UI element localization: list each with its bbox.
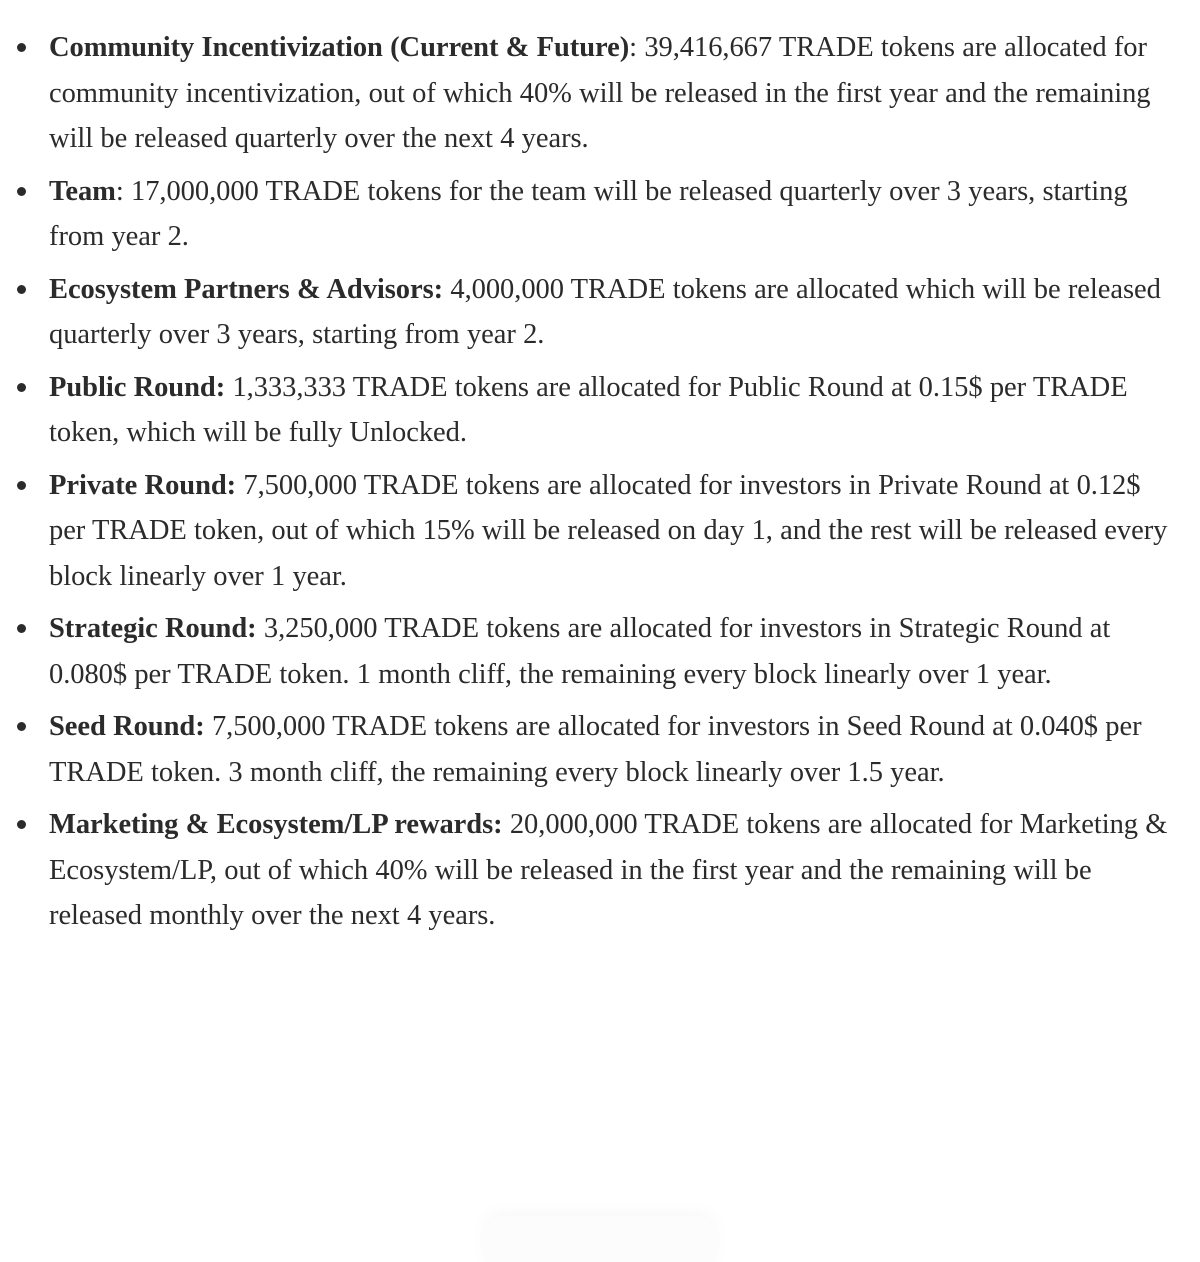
- list-item-separator: :: [115, 175, 131, 207]
- list-item-body: 3,250,000 TRADE tokens are allocated for investors in Strategic Round at 0.080$ per TRADE token. 1 month cliff, the remaining every block linearly over 1 year.: [49, 613, 1111, 690]
- list-item-body: 17,000,000 TRADE tokens for the team will be released quarterly over 3 years, starting from year 2.: [49, 175, 1128, 252]
- list-item-separator: [205, 711, 212, 742]
- list-item-label: Team: [49, 175, 116, 207]
- bullet-dot-icon: [17, 383, 26, 392]
- bullet-dot-icon: [17, 624, 26, 633]
- list-item-body: 7,500,000 TRADE tokens are allocated for investors in Private Round at 0.12$ per TRADE token, out of which 15% will be released on day 1, and the rest will be released every block linearly over 1 year.: [49, 469, 1168, 592]
- list-item: [0, 704, 1170, 795]
- list-item-label: Public Round:: [49, 371, 226, 403]
- list-item: [0, 463, 1170, 600]
- bullet-dot-icon: [17, 481, 26, 490]
- bullet-dot-icon: [17, 820, 26, 829]
- list-item-label: Private Round:: [49, 469, 237, 501]
- bottom-card-edge: [484, 1216, 716, 1262]
- list-item-body: 39,416,667 TRADE tokens are allocated for community incentivization, out of which 40% will be released in the first year and the remaining will be released quarterly over the next 4 years.: [49, 32, 1151, 154]
- list-item: [0, 365, 1170, 456]
- list-item: [0, 169, 1170, 260]
- list-item-separator: [257, 613, 264, 644]
- list-item: [0, 267, 1170, 358]
- list-item-label: Seed Round:: [49, 711, 205, 742]
- list-item: [0, 802, 1170, 939]
- list-item-separator: :: [629, 32, 645, 63]
- list-item-body: 20,000,000 TRADE tokens are allocated for Marketing & Ecosystem/LP, out of which 40% will be released in the first year and the remaining will be released monthly over the next 4 years.: [49, 809, 1168, 931]
- list-item-label: Marketing & Ecosystem/LP rewards:: [49, 809, 503, 840]
- list-item-separator: [503, 809, 510, 840]
- list-item: [0, 25, 1170, 162]
- bullet-dot-icon: [17, 722, 26, 731]
- list-item-label: Community Incentivization (Current & Future): [49, 32, 630, 63]
- list-item-label: Strategic Round:: [49, 613, 257, 644]
- token-allocation-list: [0, 25, 1170, 939]
- list-item: [0, 606, 1170, 697]
- bullet-dot-icon: [17, 285, 26, 294]
- bullet-dot-icon: [17, 187, 26, 196]
- bullet-dot-icon: [17, 43, 26, 52]
- list-item-body: 4,000,000 TRADE tokens are allocated which will be released quarterly over 3 years, starting from year 2.: [49, 273, 1161, 350]
- list-item-body: 1,333,333 TRADE tokens are allocated for Public Round at 0.15$ per TRADE token, which will be fully Unlocked.: [49, 371, 1128, 448]
- list-item-label: Ecosystem Partners & Advisors:: [49, 273, 444, 305]
- list-item-body: 7,500,000 TRADE tokens are allocated for investors in Seed Round at 0.040$ per TRADE token. 3 month cliff, the remaining every block linearly over 1.5 year.: [49, 711, 1142, 788]
